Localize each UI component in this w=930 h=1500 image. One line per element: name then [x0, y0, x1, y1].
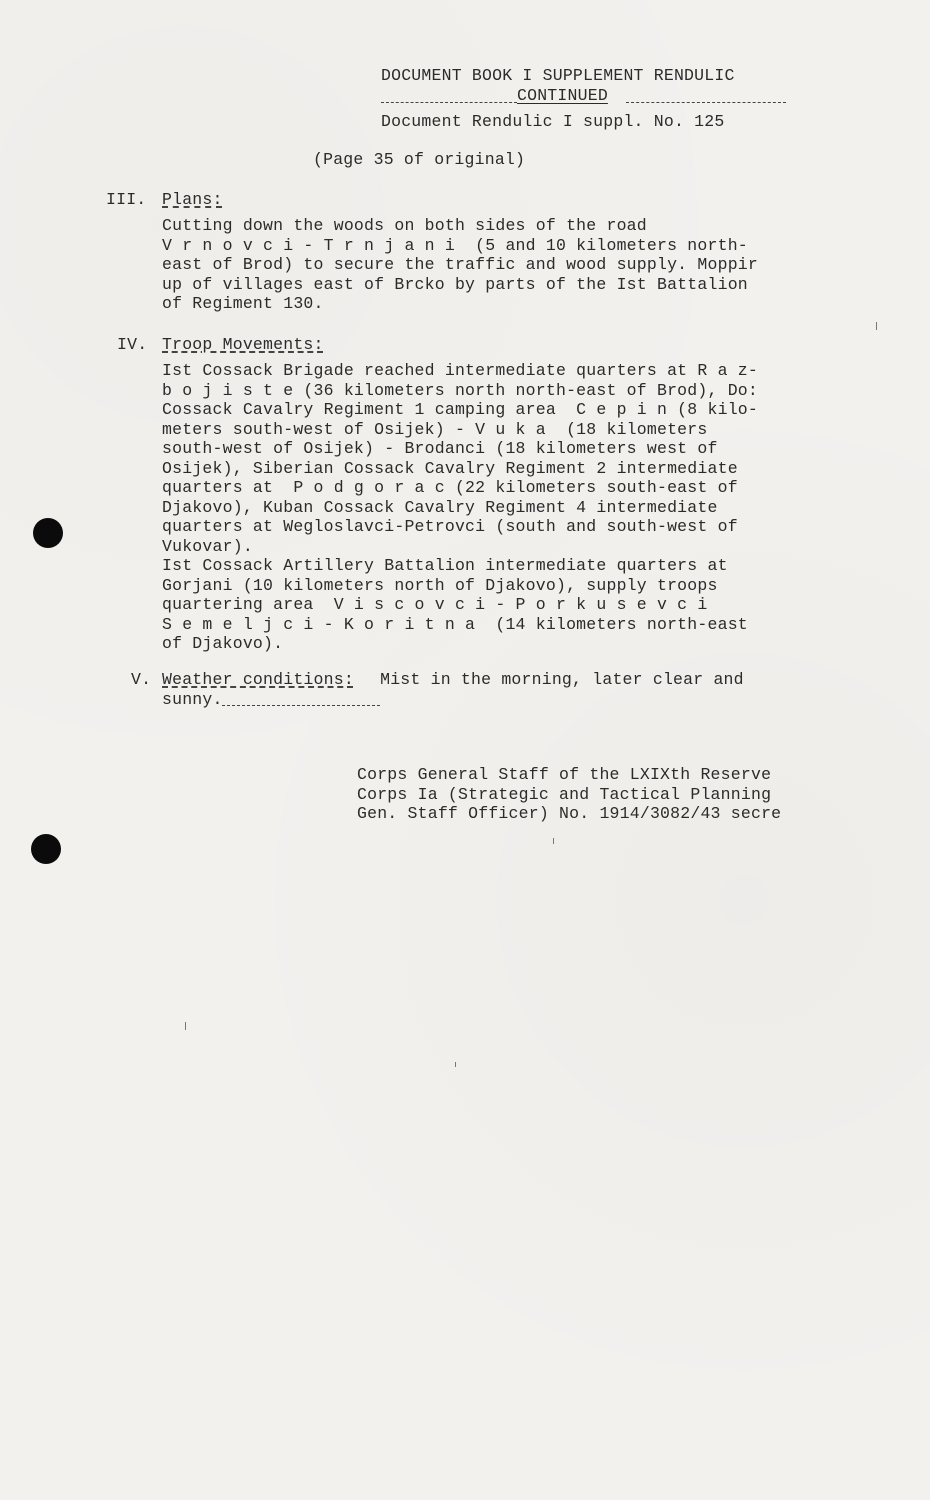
- page-speck: [553, 838, 554, 844]
- troops-line: Cossack Cavalry Regiment 1 camping area C e p i n (8 kilo-: [162, 400, 758, 419]
- plans-line: of Regiment 130.: [162, 294, 324, 313]
- troops-line: quartering area V i s c o v c i - P o r k u s e v c i: [162, 595, 708, 614]
- section-numeral-v: V.: [131, 670, 152, 689]
- troops-line: Ist Cossack Artillery Battalion intermediate quarters at: [162, 556, 728, 575]
- troops-line: Djakovo), Kuban Cossack Cavalry Regiment 4 intermediate: [162, 497, 718, 517]
- troops-line: south-west of Osijek) - Brodanci (18 kilometers west of: [162, 439, 718, 458]
- troops-line: Gorjani (10 kilometers north of Djakovo), supply troops: [162, 575, 718, 595]
- troops-line: of Djakovo).: [162, 634, 284, 653]
- section-numeral-iv: IV.: [117, 335, 148, 354]
- section-heading-troop-movements: Troop Movements:: [162, 335, 324, 354]
- plans-line: V r n o v c i - T r n j a n i (5 and 10 kilometers north-: [162, 235, 748, 255]
- header-title: DOCUMENT BOOK I SUPPLEMENT RENDULIC: [381, 66, 735, 85]
- page-speck: [876, 322, 877, 330]
- troops-line: Vukovar).: [162, 536, 253, 556]
- punch-hole-bottom: [31, 834, 61, 864]
- punch-hole-top: [33, 518, 63, 548]
- troops-line: Osijek), Siberian Cossack Cavalry Regiment 2 intermediate: [162, 458, 738, 478]
- section-numeral-iii: III.: [106, 190, 147, 209]
- weather-underline-dashes: [222, 705, 380, 706]
- troops-line: S e m e l j c i - K o r i t n a (14 kilometers north-east: [162, 614, 748, 634]
- troops-line: Ist Cossack Brigade reached intermediate quarters at R a z-: [162, 361, 758, 380]
- troops-line: meters south-west of Osijek) - V u k a (18 kilometers: [162, 419, 708, 439]
- page-speck: [455, 1062, 456, 1067]
- plans-line: up of villages east of Brcko by parts of the Ist Battalion: [162, 274, 748, 294]
- troops-line: quarters at Wegloslavci-Petrovci (south and south-west of: [162, 517, 738, 536]
- weather-text: Mist in the morning, later clear and: [370, 670, 744, 689]
- plans-line: Cutting down the woods on both sides of the road: [162, 216, 647, 235]
- document-number: Document Rendulic I suppl. No. 125: [381, 112, 725, 131]
- page-speck: [185, 1022, 186, 1030]
- section-heading-plans: Plans:: [162, 190, 223, 209]
- header-rule-right: [626, 102, 786, 103]
- section-heading-weather: Weather conditions:: [162, 670, 354, 689]
- signature-line: Corps Ia (Strategic and Tactical Planning: [357, 784, 772, 804]
- signature-line: Gen. Staff Officer) No. 1914/3082/43 secre: [357, 804, 782, 823]
- header-continued: CONTINUED: [517, 86, 608, 105]
- header-rule-left: [381, 102, 517, 103]
- page-reference: (Page 35 of original): [313, 150, 526, 169]
- troops-line: quarters at P o d g o r a c (22 kilometers south-east of: [162, 478, 738, 497]
- troops-line: b o j i s t e (36 kilometers north north-east of Brod), Do:: [162, 380, 758, 400]
- weather-text-continued: sunny.: [162, 689, 223, 709]
- signature-line: Corps General Staff of the LXIXth Reserve: [357, 765, 772, 784]
- plans-line: east of Brod) to secure the traffic and wood supply. Moppir: [162, 255, 758, 274]
